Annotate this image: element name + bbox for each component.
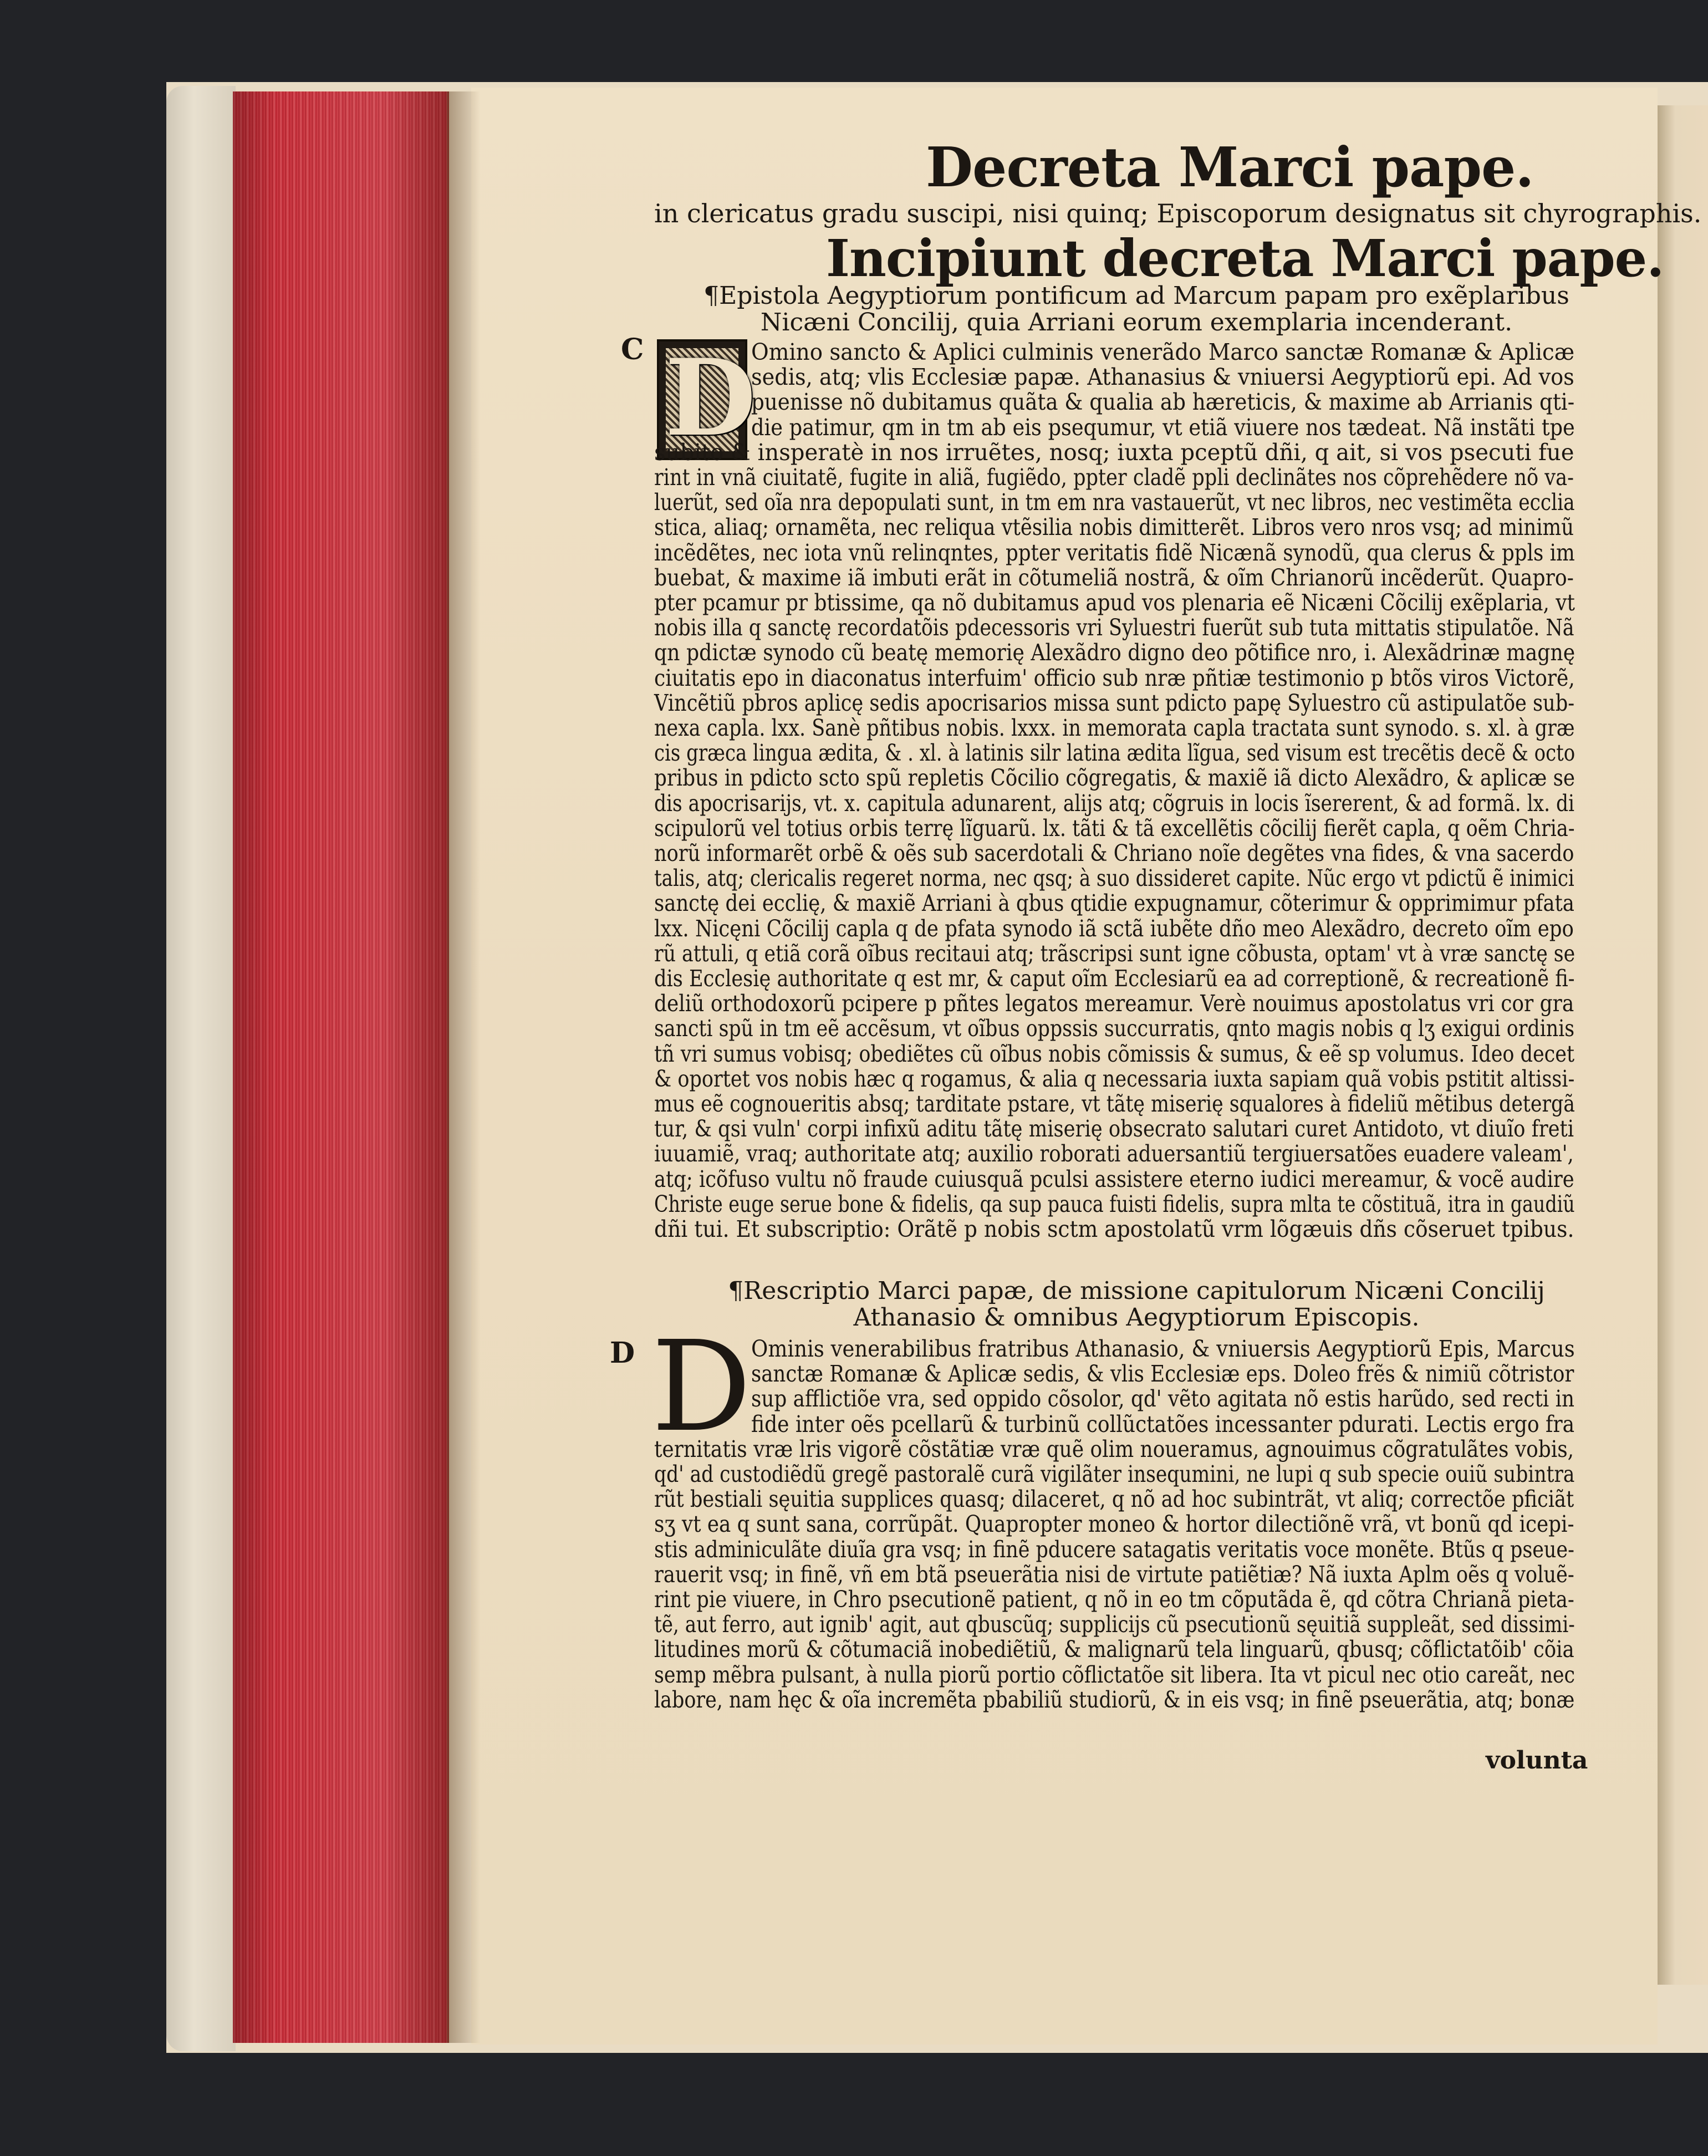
carry-over-line: in clericatus gradu suscipi, nisi quinq; Episcoporum designatus sit chyrographis. [654,198,1702,228]
text-line: dis Ecclesię authoritate q est mr, & caput oĩm Ecclesiarũ ea ad correptionẽ, & recreationẽ fi- [654,965,1575,992]
text-line: sanctę dei ecclię, & maxiẽ Arriani à qbus qtidie expugnamur, cõterimur & opprimimur pfata [654,890,1574,917]
text-line: litudines morũ & cõtumaciã inobediẽtiũ, & malignarũ tela linguarũ, qbusq; cõflictatõib' cõia [654,1636,1574,1663]
text-line: atq; icõfuso vultu nõ fraude cuiusquã pculsi assistere eterno iudici mereamur, & vocẽ audire [654,1165,1574,1192]
text-line: semp mẽbra pulsant, à nulla piorũ portio cõflictatõe sit libera. Ita vt picul nec otio careãt, nec [654,1661,1576,1688]
text-line: tñ vri sumus vobisq; obediẽtes cũ oĩbus nobis cõmissis & sumus, & eẽ sp volumus. Ideo decet [654,1040,1575,1067]
text-line: pter pcamur pr btissime, qa nõ dubitamus apud vos plenaria eẽ Nicæni Cõcilij exẽplaria, vt [654,589,1575,616]
text-line: nobis illa q sanctę recordatõis pdecessoris vri Syluestri fuerũt sub tuta mittatis stipulatõe. Nã [654,614,1574,641]
text-line: Omino sancto & Aplici culminis venerãdo Marco sanctæ Romanæ & Aplicæ [751,339,1575,365]
text-line: deliũ orthodoxorũ pcipere p pñtes legatos mereamur. Verè nouimus apostolatus vri cor gra [654,990,1574,1017]
catchword: volunta [1486,1746,1588,1775]
text-line: Vincẽtiũ pbros aplicę sedis apocrisarios missa sunt pdicto papę Syluestro cũ astipulatõe sub- [654,689,1575,716]
text-line: sanctæ Romanæ & Aplicæ sedis, & vlis Ecclesiæ eps. Doleo frẽs & nimiũ cõtristor [751,1360,1574,1388]
initial-letter: D [665,336,756,460]
facing-page-edge [1658,105,1708,1985]
text-line: incẽdẽtes, nec iota vnũ relinqntes, ppter veritatis fidẽ Nicænã synodũ, qua clerus & ppls im [654,539,1575,566]
text-line: puenisse nõ dubitamus quãta & qualia ab hæreticis, & maxime ab Arrianis qti- [751,389,1575,416]
text-line: talis, atq; clericalis regeret norma, nec qsq; à suo dissideret capite. Nũc ergo vt pdictũ ẽ inimici [654,865,1574,892]
text-line: fide inter oẽs pcellarũ & turbinũ collũctatões incessanter pdurati. Lectis ergo fra [751,1410,1575,1438]
text-line: stica, aliaq; ornamẽta, nec reliqua vtẽsilia nobis dimitterẽt. Libros vero nros vsq; ad minimũ [654,514,1574,541]
text-line: Ominis venerabilibus fratribus Athanasio, & vniuersis Aegyptiorũ Epis, Marcus [751,1336,1575,1362]
text-line: cis græca lingua ædita, & . xl. à latinis silr latina ædita lĩgua, sed visum est trecẽtis decẽ & octo [654,740,1576,767]
margin-letter-c: C [621,333,644,366]
margin-letter-d: D [610,1336,635,1370]
text-line: & oportet vos nobis hæc q rogamus, & alia q necessaria iuxta sapiam quã vobis pstitit altissi- [654,1065,1575,1092]
text-line: luerũt, sed oĩa nra depopulati sunt, in tm em nra vastauerũt, vt nec libros, nec vestimẽta ecclia [654,489,1575,516]
text-line: norũ informarẽt orbẽ & oẽs sub sacerdotali & Chriano noĩe degẽtes vna fides, & vna sacerdo [654,840,1574,867]
text-line: stis adminiculãte diuĩa gra vsq; in finẽ pducere satagatis veritatis voce monẽte. Btũs q pseue- [654,1536,1574,1563]
running-head: Decreta Marci pape. [926,136,1534,200]
text-line: rint in vnã ciuitatẽ, fugite in aliã, fugiẽdo, ppter cladẽ ppli declinãtes nos cõprehẽdere nõ va- [654,464,1574,491]
text-line: qd' ad custodiẽdũ gregẽ pastoralẽ curã vigilãter insequmini, ne lupi q sub specie ouiũ subintra [654,1461,1575,1487]
epistle-heading: ¶Epistola Aegyptiorum pontificum ad Marcum papam pro exẽplaribus Nicæni Concilij, quia Arriani eorum exemplaria incenderant. [703,282,1569,337]
text-line: iuuamiẽ, vraq; authoritate atq; auxilio roborati aduersantiũ tergiuersatões euadere valeam', [654,1140,1574,1168]
text-line: dis apocrisarijs, vt. x. capitula adunarent, alijs atq; cõgruis in locis ĩsererent, & ad formã. lx. di [654,789,1575,817]
text-line: lxx. Nicęni Cõcilij capla q de pfata synodo iã sctã iubẽte dño meo Alexãdro, decreto oĩm epo [654,915,1574,942]
text-line: rauerit vsq; in finẽ, vñ em btã pseuerãtia nisi de virtute patiẽtiæ? Nã iuxta Aplm oẽs q voluẽ- [654,1561,1574,1588]
text-line: ternitatis vræ lris vigorẽ cõstãtiæ vræ quẽ olim noueramus, agnouimus cõgratulãtes vobis, [654,1435,1574,1462]
text-line: labore, nam hęc & oĩa incremẽta pbabiliũ studiorũ, & in eis vsq; in finẽ pseuerãtia, atq; bonæ [654,1686,1575,1713]
text-line: qn pdictæ synodo cũ beatę memorię Alexãdro digno deo põtifice nro, i. Alexãdrinæ magnę [654,639,1576,666]
text-line: subito & insperatè in nos irruẽtes, nosq; iuxta pceptũ dñi, q ait, si vos psecuti fue [654,439,1574,466]
text-line: rũt bestiali sęuitia supplices quasq; dilaceret, q nõ ad hoc subintrãt, vt aliq; correctõe pficiãt [654,1486,1574,1513]
text-line: die patimur, qm in tm ab eis psequmur, vt etiã viuere nos tædeat. Nã instãti tpe [751,414,1575,441]
section-title: Incipiunt decreta Marci pape. [826,228,1664,288]
text-line: Christe euge serue bone & fidelis, qa sup pauca fuisti fidelis, supra mlta te cõstituã, itra in gaudiũ [654,1190,1575,1217]
text-line: tur, & qsi vuln' corpi infixũ aditu tãtę miserię obsecrato salutari curet Antidoto, vt diuĩo freti [654,1115,1574,1143]
text-line: ciuitatis epo in diaconatus interfuim' officio sub nræ pñtiæ testimonio p btõs viros Victorẽ, [654,664,1575,691]
text-line: nexa capla. lxx. Sanè pñtibus nobis. lxxx. in memorata capla tractata sunt synodo. s. xl. à græ [654,715,1575,741]
page-gutter-shadow [447,91,480,2043]
text-line: sedis, atq; vlis Ecclesiæ papæ. Athanasius & vniuersi Aegyptiorũ epi. Ad vos [751,364,1574,391]
fore-edge-shading [233,91,449,2043]
text-line: rũ attuli, q etiã corã oĩbus recitaui atq; trãscripsi sunt igne cõbusta, optam' vt à vræ sanctę se [654,940,1576,967]
text-line: pribus in pdicto scto spũ repletis Cõcilio cõgregatis, & maxiẽ iã dicto Alexãdro, & aplicæ se [654,764,1575,792]
text-line: dñi tui. Et subscriptio: Orãtẽ p nobis sctm apostolatũ vrm lõgæuis dñs cõseruet tpibus. [654,1216,1574,1242]
initial-letter-reply: D [651,1314,752,1460]
text-line: sup afflictiõe vra, sed oppido cõsolor, qd' vẽto agitata nõ estis harũdo, sed recti in [751,1385,1575,1413]
text-line: mus eẽ cognoueritis absq; tarditate pstare, vt tãtę miserię squalores à fideliũ mẽtibus detergã [654,1090,1575,1117]
text-line: sʒ vt ea q sunt sana, corrũpãt. Quapropter moneo & hortor dilectiõnẽ vrã, vt bonũ qd icepi- [654,1511,1574,1538]
text-line: sancti spũ in tm eẽ accẽsum, vt oĩbus oppssis succurratis, qnto magis nobis q lʒ exigui ordinis [654,1015,1575,1042]
text-line: tẽ, aut ferro, aut ignib' agit, aut qbuscũq; supplicijs cũ psecutionũ sęuitiã suppleãt, sed dissimi- [654,1611,1575,1638]
text-line: rint pie viuere, in Chro psecutionẽ patient, q nõ in eo tm cõputãda ẽ, qd cõtra Chrianã pieta- [654,1586,1574,1613]
book-cover-edge [166,86,236,2051]
text-line: buebat, & maxime iã imbuti erãt in cõtumeliã nostrã, & oĩm Chrianorũ incẽderũt. Quapro- [654,564,1574,591]
reply-heading: ¶Rescriptio Marci papæ, de missione capitulorum Nicæni Concilij Athanasio & omnibus Aegyptiorum Episcopis. [728,1277,1545,1332]
text-line: scipulorũ vel totius orbis terrę lĩguarũ. lx. tãti & tã excellẽtis cõcilij fierẽt capla, q oẽm Chria- [654,814,1575,842]
